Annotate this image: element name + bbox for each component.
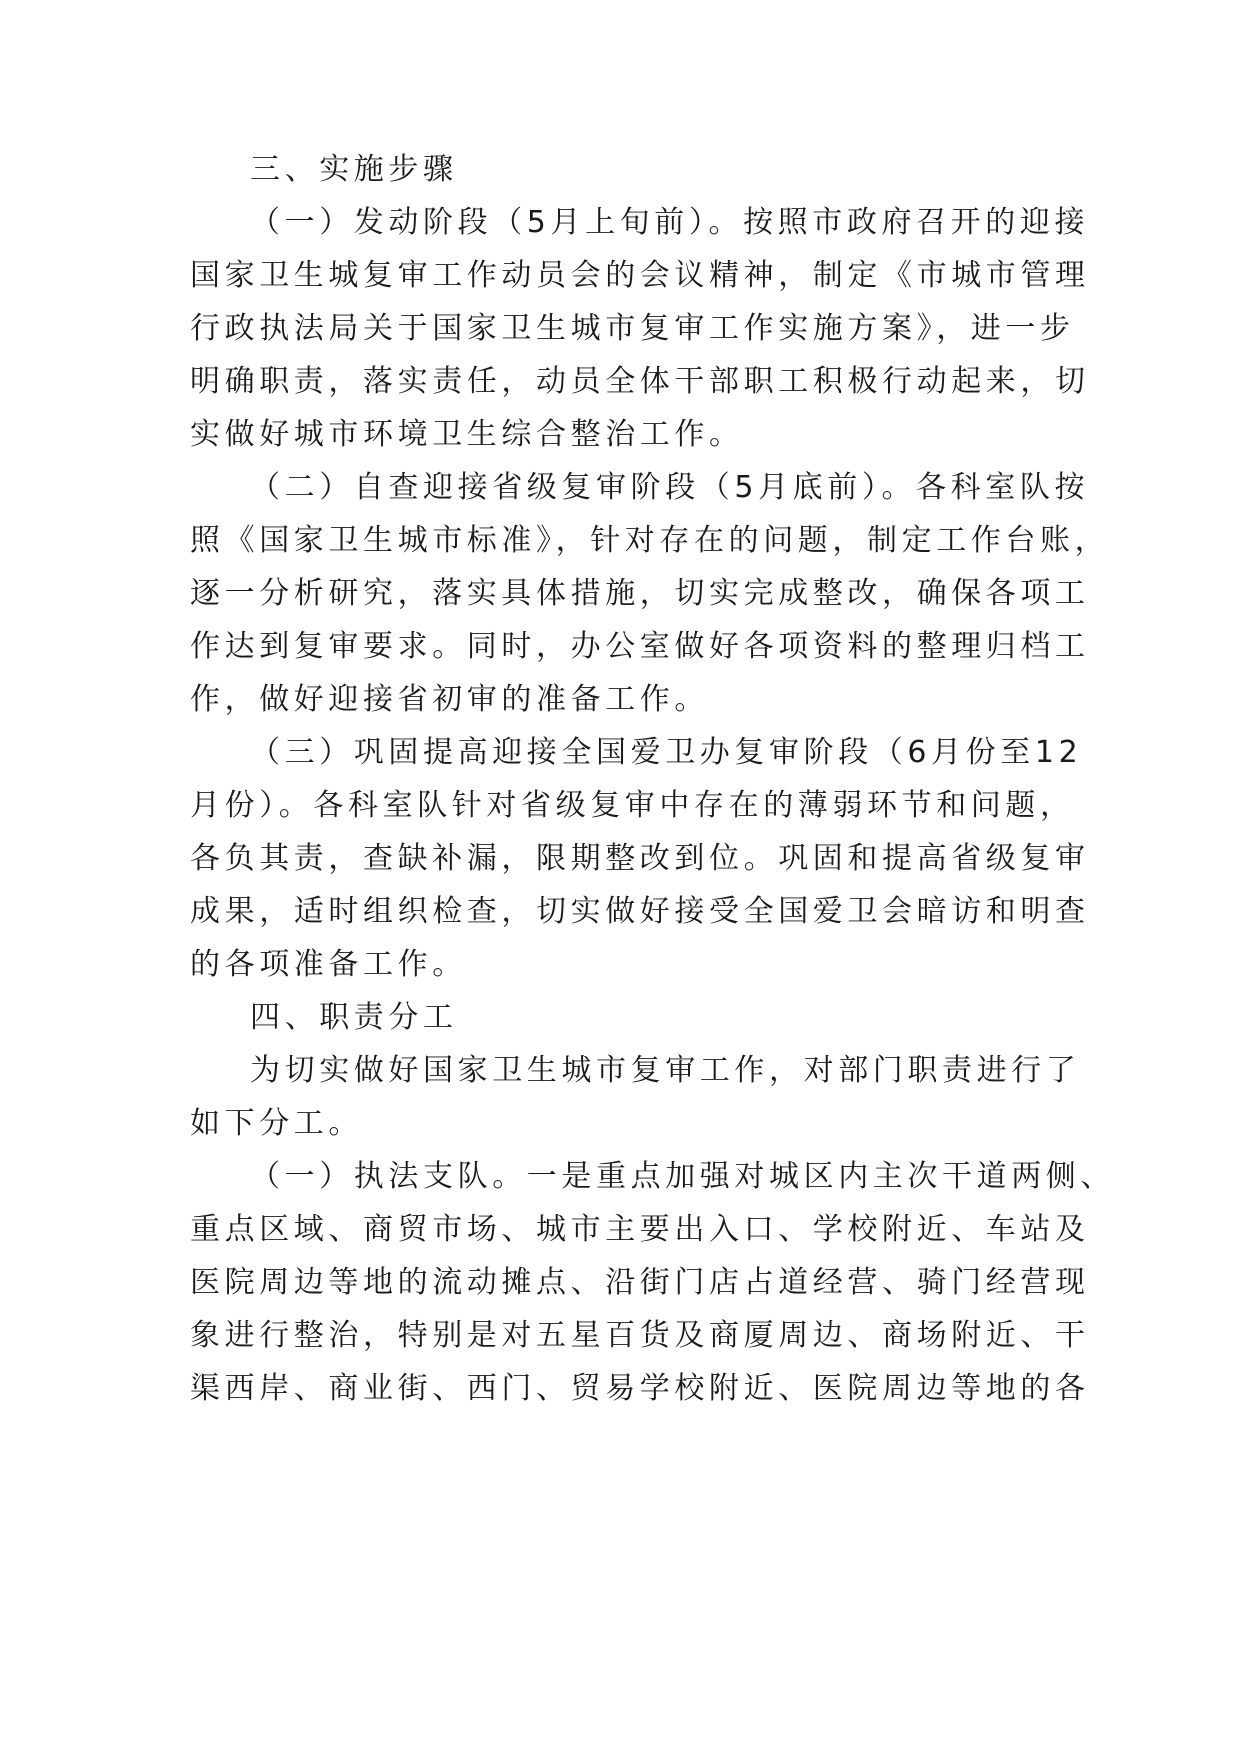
paragraph-line: 重点区域、商贸市场、城市主要出入口、学校附近、车站及 — [190, 1212, 1090, 1247]
section-heading-implementation-steps: 三、实施步骤 — [250, 152, 458, 187]
paragraph-line: （一）执法支队。一是重点加强对城区内主次干道两侧、 — [250, 1159, 1115, 1194]
paragraph-line: 国家卫生城复审工作动员会的会议精神，制定《市城市管理 — [190, 258, 1090, 293]
paragraph-line: 渠西岸、商业街、西门、贸易学校附近、医院周边等地的各 — [190, 1371, 1090, 1406]
paragraph-line: 医院周边等地的流动摊点、沿街门店占道经营、骑门经营现 — [190, 1265, 1090, 1300]
paragraph-line: 逐一分析研究，落实具体措施，切实完成整改，确保各项工 — [190, 576, 1090, 611]
paragraph-line: 象进行整治，特别是对五星百货及商厦周边、商场附近、干 — [190, 1318, 1090, 1353]
paragraph-line: （二）自查迎接省级复审阶段（5月底前）。各科室队按 — [250, 470, 1090, 505]
paragraph-line: 行政执法局关于国家卫生城市复审工作实施方案》，进一步 — [190, 311, 1075, 346]
paragraph-line: 实做好城市环境卫生综合整治工作。 — [190, 417, 744, 452]
paragraph-line: 照《国家卫生城市标准》，针对存在的问题，制定工作台账， — [190, 523, 1110, 558]
paragraph-line: 成果，适时组织检查，切实做好接受全国爱卫会暗访和明查 — [190, 894, 1090, 929]
paragraph-line: 如下分工。 — [190, 1106, 363, 1141]
paragraph-line: 月份）。各科室队针对省级复审中存在的薄弱环节和问题， — [190, 788, 1075, 823]
paragraph-line: 的各项准备工作。 — [190, 947, 467, 982]
paragraph-line: 作达到复审要求。同时，办公室做好各项资料的整理归档工 — [190, 629, 1090, 664]
paragraph-line: 明确职责，落实责任，动员全体干部职工积极行动起来，切 — [190, 364, 1090, 399]
paragraph-line: 作，做好迎接省初审的准备工作。 — [190, 682, 709, 717]
paragraph-line: 为切实做好国家卫生城市复审工作，对部门职责进行了 — [250, 1053, 1081, 1088]
paragraph-line: （一）发动阶段（5月上旬前）。按照市政府召开的迎接 — [250, 205, 1090, 240]
paragraph-line: 各负其责，查缺补漏，限期整改到位。巩固和提高省级复审 — [190, 841, 1090, 876]
paragraph-line: （三）巩固提高迎接全国爱卫办复审阶段（6月份至12 — [250, 735, 1083, 770]
section-heading-responsibilities: 四、职责分工 — [250, 1000, 458, 1035]
